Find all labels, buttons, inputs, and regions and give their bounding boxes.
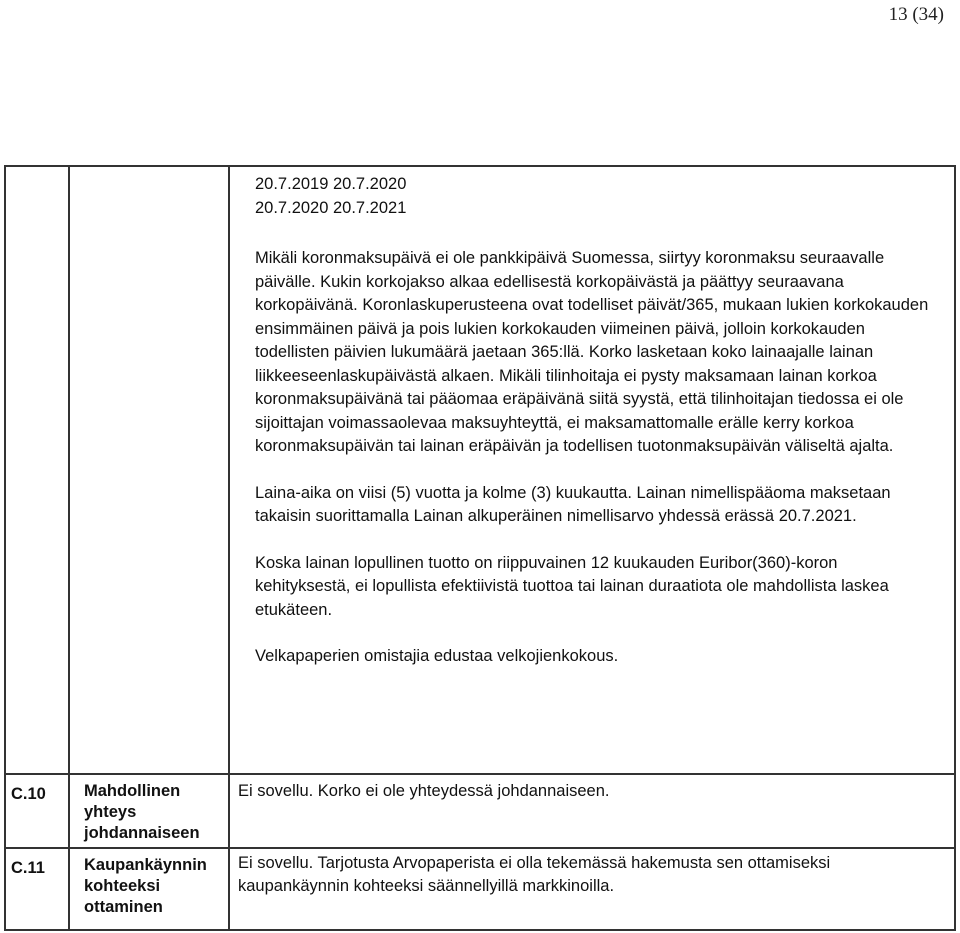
table-row [5, 166, 955, 774]
row-id: C.11 [11, 858, 45, 877]
interest-payment-paragraph: Mikäli koronmaksupäivä ei ole pankkipäivä Suomessa, siirtyy koronmaksu seuraavalle päivälle. Kukin korkojakso alkaa edellisestä korkopäivästä ja päättyy seuraavana korkopäivänä. Koronlaskuperusteena ovat todelliset päivät/365, mukaan lukien korkokauden ensimmäinen päivä ja pois lukien korkokauden viimeinen päivä, jolloin korkokauden todellisten päivien lukumäärä jaetaan 365:llä. Korko lasketaan koko lainaajalle lainan liikkeeseenlaskupäivästä alkaen. Mikäli tilinhoitaja ei pysty maksamaan lainan korkoa koronmaksupäivänä tai pääomaa eräpäivänä siitä syystä, että tilinhoitajan tiedossa ei ole sijoittajan voimassaolevaa maksuyhteyttä, ei maksamattomalle erälle kerry korkoa koronmaksupäivän tai lainan eräpäivän ja todellisen tuotonmaksupäivän väliseltä ajalta. [255, 249, 929, 455]
yield-paragraph: Koska lainan lopullinen tuotto on riippuvainen 12 kuukauden Euribor(360)-koron kehityksestä, ei lopullista efektiivistä tuottoa tai lainan duraatiota ole mahdollista laskea etukäteen. [255, 553, 889, 619]
table-row [5, 774, 955, 848]
summary-table [4, 165, 956, 931]
date-range: 20.7.2019 20.7.2020 [255, 175, 407, 193]
id-cell [5, 166, 69, 774]
row-answer: Ei sovellu. Korko ei ole yhteydessä johdannaiseen. [238, 781, 610, 800]
content-cell [229, 774, 955, 848]
label-cell [69, 166, 229, 774]
row-label: Mahdollinen yhteys johdannaiseen [84, 781, 200, 842]
label-cell [69, 848, 229, 930]
id-cell [5, 774, 69, 848]
label-cell [69, 774, 229, 848]
content-cell [229, 166, 955, 774]
interest-period-dates [255, 173, 934, 220]
id-cell [5, 848, 69, 930]
row-answer: Ei sovellu. Tarjotusta Arvopaperista ei olla tekemässä hakemusta sen ottamiseksi kaupankäynnin kohteeksi säännellyillä markkinoilla. [238, 853, 831, 895]
representation-paragraph: Velkapaperien omistajia edustaa velkojienkokous. [255, 647, 619, 665]
date-range: 20.7.2020 20.7.2021 [255, 198, 407, 217]
row-id: C.10 [11, 784, 46, 803]
content-cell [229, 848, 955, 930]
row-label: Kaupankäynnin kohteeksi ottaminen [84, 855, 207, 916]
page-number: 13 (34) [888, 4, 944, 25]
table-row [5, 848, 955, 930]
loan-term-paragraph: Laina-aika on viisi (5) vuotta ja kolme (3) kuukautta. Lainan nimellispääoma maksetaan takaisin suorittamalla Lainan alkuperäinen nimellisarvo yhdessä erässä 20.7.2021. [255, 483, 891, 525]
